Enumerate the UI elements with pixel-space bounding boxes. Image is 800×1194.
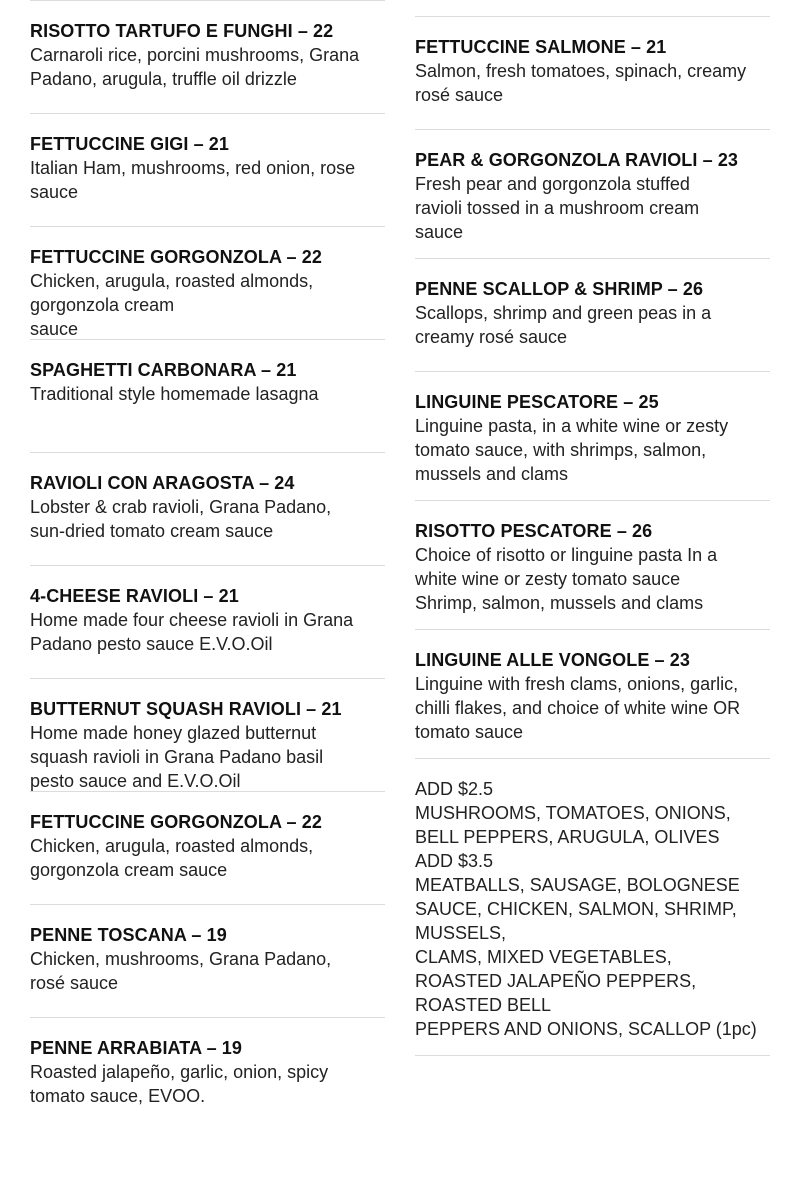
description-line: Roasted jalapeño, garlic, onion, spicy <box>30 1062 329 1082</box>
add-on-line: ROASTED JALAPEÑO PEPPERS, <box>415 971 697 991</box>
description-line: Choice of risotto or linguine pasta In a <box>415 545 718 565</box>
description-line: Home made four cheese ravioli in Grana <box>30 610 354 630</box>
description-line: tomato sauce <box>415 722 524 742</box>
description-line: Home made honey glazed butternut <box>30 723 317 743</box>
description-line: sauce <box>30 182 79 202</box>
menu-item-description <box>415 301 770 349</box>
add-on-line: ROASTED BELL <box>415 995 552 1015</box>
description-line: sun-dried tomato cream sauce <box>30 521 274 541</box>
menu-item-name: FETTUCCINE GIGI – 21 <box>30 134 230 154</box>
description-line: ravioli tossed in a mushroom cream <box>415 198 700 218</box>
menu-item <box>415 500 770 629</box>
menu-item <box>30 678 385 791</box>
menu-item-description <box>30 382 385 406</box>
description-line: rosé sauce <box>30 973 119 993</box>
menu-item-description <box>30 721 385 793</box>
menu-item-description <box>415 543 770 615</box>
description-line: squash ravioli in Grana Padano basil <box>30 747 324 767</box>
description-line: sauce <box>30 319 79 339</box>
menu-item-description <box>30 495 385 543</box>
menu-item <box>30 339 385 452</box>
menu-item-description <box>30 156 385 204</box>
description-line: chilli flakes, and choice of white wine OR <box>415 698 741 718</box>
menu-item-name: LINGUINE ALLE VONGOLE – 23 <box>415 650 690 670</box>
menu-item <box>30 904 385 1017</box>
description-line: white wine or zesty tomato sauce <box>415 569 681 589</box>
menu-item-name: RISOTTO PESCATORE – 26 <box>415 521 653 541</box>
description-line: gorgonzola cream sauce <box>30 860 228 880</box>
description-line: Padano, arugula, truffle oil drizzle <box>30 69 297 89</box>
menu-item-name: FETTUCCINE GORGONZOLA – 22 <box>30 812 322 832</box>
menu-item-name: FETTUCCINE SALMONE – 21 <box>415 37 667 57</box>
add-on-line: CLAMS, MIXED VEGETABLES, <box>415 947 672 967</box>
add-on-line: ADD $2.5 <box>415 779 494 799</box>
description-line: Traditional style homemade lasagna <box>30 384 319 404</box>
description-line: Salmon, fresh tomatoes, spinach, creamy <box>415 61 747 81</box>
description-line: mussels and clams <box>415 464 569 484</box>
description-line: pesto sauce and E.V.O.Oil <box>30 771 241 791</box>
add-on-line: PEPPERS AND ONIONS, SCALLOP (1pc) <box>415 1019 757 1039</box>
menu-item <box>415 258 770 371</box>
left-menu-column <box>30 0 385 1130</box>
description-line: Carnaroli rice, porcini mushrooms, Grana <box>30 45 360 65</box>
menu-item-description <box>30 43 385 91</box>
menu-item-name: LINGUINE PESCATORE – 25 <box>415 392 659 412</box>
add-ons-section <box>415 758 770 1056</box>
menu-item <box>30 113 385 226</box>
description-line: Chicken, arugula, roasted almonds, <box>30 271 314 291</box>
menu-item-name: PENNE ARRABIATA – 19 <box>30 1038 243 1058</box>
description-line: Italian Ham, mushrooms, red onion, rose <box>30 158 356 178</box>
description-line: Lobster & crab ravioli, Grana Padano, <box>30 497 332 517</box>
menu-item-name: BUTTERNUT SQUASH RAVIOLI – 21 <box>30 699 342 719</box>
menu-item-name: RAVIOLI CON ARAGOSTA – 24 <box>30 473 295 493</box>
add-on-line: BELL PEPPERS, ARUGULA, OLIVES <box>415 827 720 847</box>
menu-item-description <box>415 59 770 107</box>
menu-item-name: FETTUCCINE GORGONZOLA – 22 <box>30 247 322 267</box>
description-line: Linguine with fresh clams, onions, garlic, <box>415 674 739 694</box>
description-line: Shrimp, salmon, mussels and clams <box>415 593 704 613</box>
description-line: tomato sauce, with shrimps, salmon, <box>415 440 707 460</box>
menu-item-name: SPAGHETTI CARBONARA – 21 <box>30 360 297 380</box>
menu-item <box>415 129 770 258</box>
description-line: Padano pesto sauce E.V.O.Oil <box>30 634 273 654</box>
menu-item-name: PENNE TOSCANA – 19 <box>30 925 227 945</box>
menu-item-description <box>30 608 385 656</box>
add-on-line: SAUCE, CHICKEN, SALMON, SHRIMP, <box>415 899 737 919</box>
menu-item-description <box>30 947 385 995</box>
description-line: tomato sauce, EVOO. <box>30 1086 206 1106</box>
description-line: gorgonzola cream <box>30 295 175 315</box>
description-line: sauce <box>415 222 464 242</box>
menu-item <box>415 16 770 129</box>
menu-item <box>30 226 385 339</box>
menu-item-description <box>30 269 385 341</box>
menu-item <box>30 565 385 678</box>
menu-item <box>30 0 385 113</box>
add-on-line: MUSSELS, <box>415 923 507 943</box>
description-line: creamy rosé sauce <box>415 327 568 347</box>
menu-item-description <box>30 1060 385 1108</box>
menu-item-description <box>415 672 770 744</box>
menu-item <box>415 629 770 758</box>
menu-item-description <box>30 834 385 882</box>
menu-item-name: 4-CHEESE RAVIOLI – 21 <box>30 586 239 606</box>
add-on-line: ADD $3.5 <box>415 851 494 871</box>
description-line: rosé sauce <box>415 85 504 105</box>
description-line: Linguine pasta, in a white wine or zesty <box>415 416 729 436</box>
menu-item-description <box>415 172 770 244</box>
add-on-line: MEATBALLS, SAUSAGE, BOLOGNESE <box>415 875 740 895</box>
menu-item-description <box>415 414 770 486</box>
menu-item <box>30 791 385 904</box>
menu-item <box>30 1017 385 1130</box>
menu-item-name: RISOTTO TARTUFO E FUNGHI – 22 <box>30 21 334 41</box>
description-line: Fresh pear and gorgonzola stuffed <box>415 174 690 194</box>
right-menu-column <box>415 16 770 1056</box>
menu-item-name: PEAR & GORGONZOLA RAVIOLI – 23 <box>415 150 739 170</box>
description-line: Chicken, mushrooms, Grana Padano, <box>30 949 332 969</box>
menu-item <box>30 452 385 565</box>
menu-item-name: PENNE SCALLOP & SHRIMP – 26 <box>415 279 704 299</box>
description-line: Scallops, shrimp and green peas in a <box>415 303 712 323</box>
description-line: Chicken, arugula, roasted almonds, <box>30 836 314 856</box>
menu-item <box>415 371 770 500</box>
add-on-line: MUSHROOMS, TOMATOES, ONIONS, <box>415 803 731 823</box>
